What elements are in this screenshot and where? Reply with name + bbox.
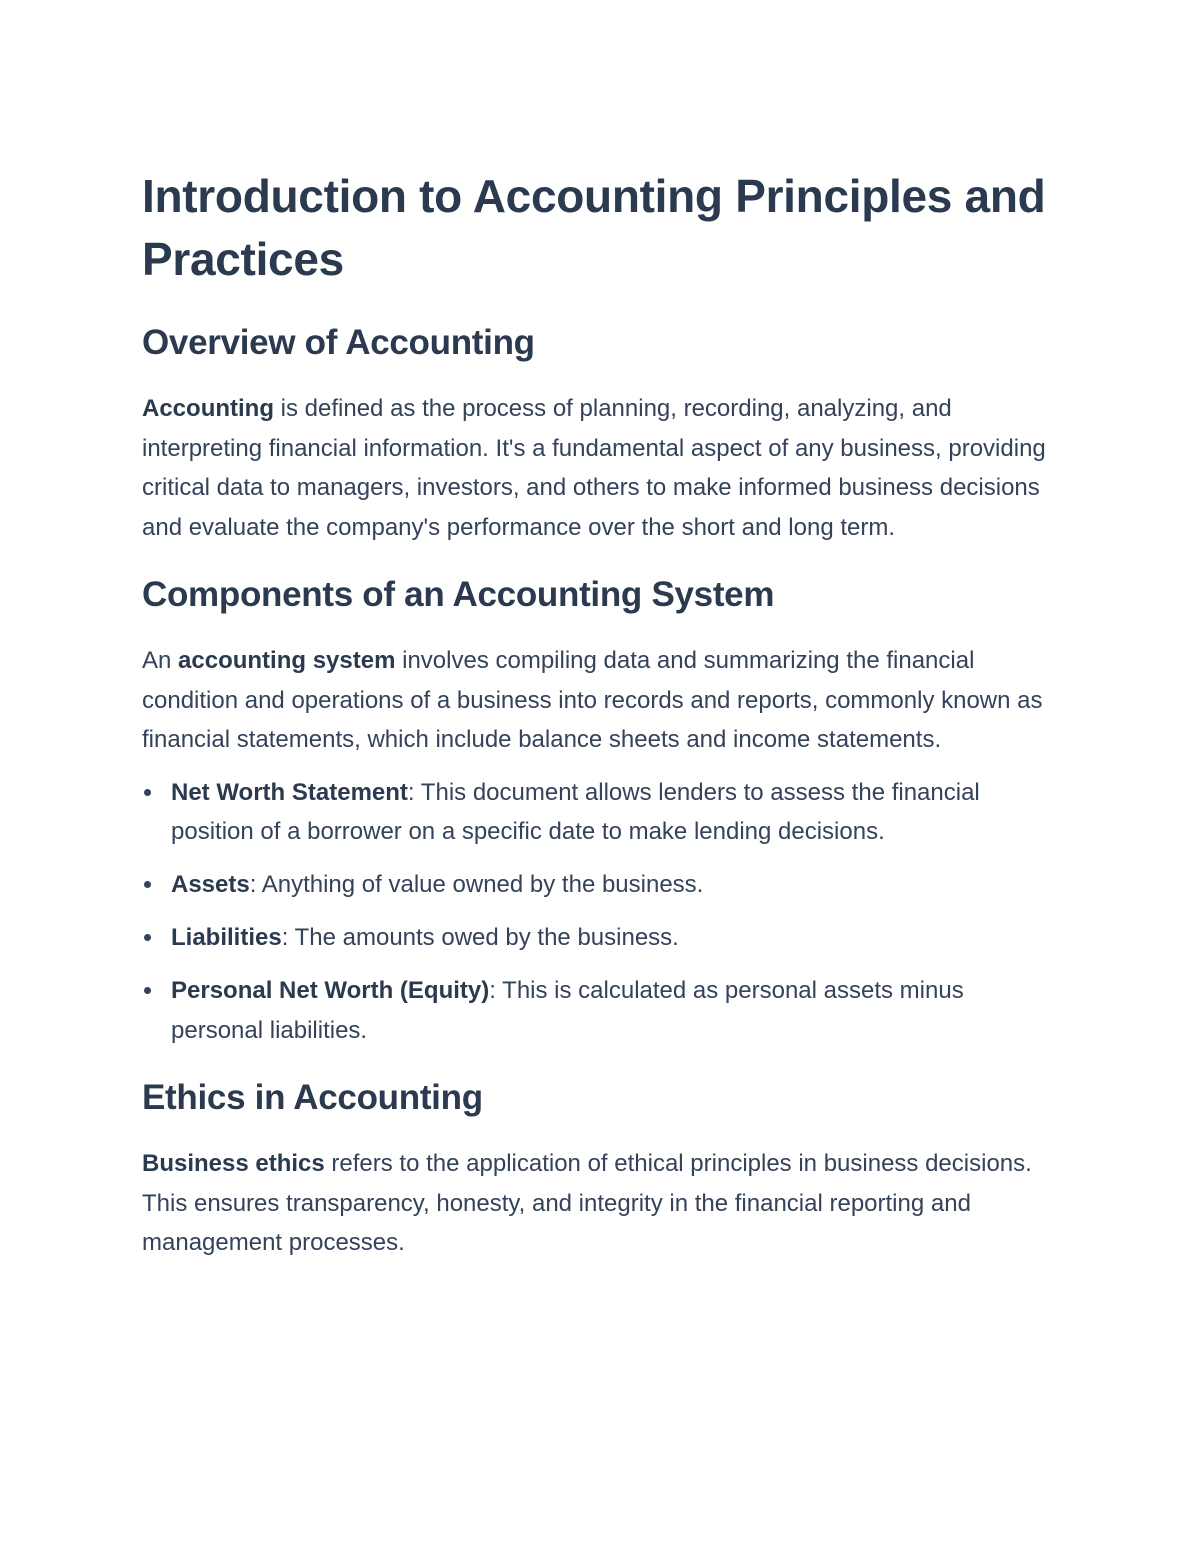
bullet-text: : This is calculated as personal assets minus personal liabilities. [171,977,964,1044]
bullet-text: : The amounts owed by the business. [281,924,679,951]
components-paragraph [142,641,1062,760]
ethics-paragraph [142,1144,1062,1263]
section-heading-overview: Overview of Accounting [142,323,535,362]
bullet-dot-icon [144,934,151,941]
bullet-text: : This document allows lenders to assess the financial position of a borrower on a specific date to make lending decisions. [171,778,980,845]
bullet-dot-icon [144,881,151,888]
bullet-term: Liabilities [171,924,282,951]
list-item [142,773,1062,852]
bullet-term: Personal Net Worth (Equity) [171,977,490,1004]
overview-paragraph [142,389,1062,547]
components-lead: An [142,647,179,674]
overview-text: is defined as the process of planning, recording, analyzing, and interpreting financial information. It's a fundamental aspect of any business, providing critical data to managers, investors, and others to make informed business decisions and evaluate the company's performance over the short and long term. [142,395,1046,541]
section-heading-ethics: Ethics in Accounting [142,1078,483,1117]
ethics-term: Business ethics [142,1150,325,1177]
overview-term: Accounting [142,395,274,422]
document-page [142,165,1062,1263]
ethics-text: refers to the application of ethical principles in business decisions. This ensures transparency, honesty, and integrity in the financial reporting and management processes. [142,1150,1032,1256]
bullet-dot-icon [144,789,151,796]
bullet-text: : Anything of value owned by the business. [249,871,704,898]
components-term: accounting system [178,647,396,674]
components-bullet-list [142,773,1062,1051]
section-heading-components: Components of an Accounting System [142,575,775,614]
list-item [142,971,1062,1050]
list-item [142,865,1062,905]
bullet-term: Assets [171,871,250,898]
bullet-term: Net Worth Statement [171,778,408,806]
list-item [142,918,1062,958]
components-text: involves compiling data and summarizing the financial condition and operations of a business into records and reports, commonly known as financial statements, which include balance sheets and income statements. [142,647,1043,753]
bullet-dot-icon [144,987,151,994]
document-title: Introduction to Accounting Principles and Practices [142,170,1046,285]
